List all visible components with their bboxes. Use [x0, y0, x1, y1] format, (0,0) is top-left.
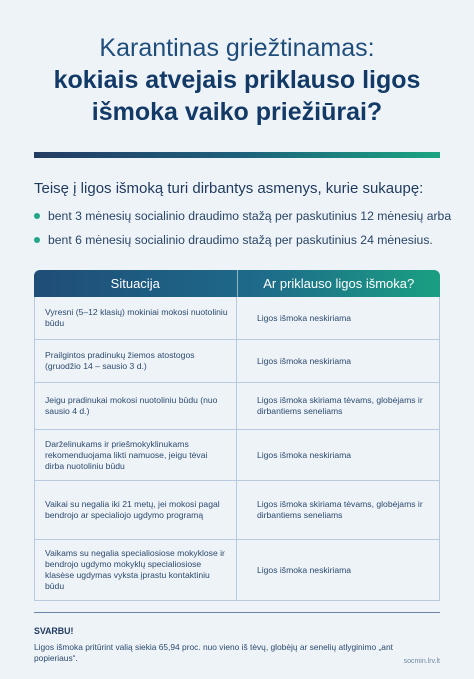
situation-cell: Darželinukams ir priešmokyklinukams rekomenduojama likti namuose, jeigu tėvai dirba nuotoliniu būdu: [35, 430, 237, 480]
title-line-1: Karantinas griežtinamas:: [99, 34, 375, 62]
benefit-cell: Ligos išmoka neskiriama: [256, 564, 352, 575]
title-line-2: kokiais atvejais priklauso ligos: [53, 66, 421, 94]
situation-cell: Vaikai su negalia iki 21 metų, jei mokosi pagal bendrojo ar specialiojo ugdymo programą: [35, 481, 237, 539]
situation-cell: Vyresni (5–12 klasių) mokiniai mokosi nuotoliniu būdu: [35, 297, 237, 339]
bullet-dot-icon: [34, 213, 40, 219]
table-row: [35, 339, 439, 382]
list-item-text: bent 3 mėnesių socialinio draudimo stažą per paskutinius 12 mėnesių arba: [48, 209, 452, 223]
situation-table: [34, 270, 440, 601]
benefit-cell: Ligos išmoka neskiriama: [256, 355, 352, 366]
table-header: [34, 270, 440, 297]
list-item-text: bent 6 mėnesių socialinio draudimo stažą per paskutinius 24 mėnesius.: [48, 233, 433, 247]
list-item: [34, 232, 454, 248]
source-label: socmin.lrv.lt: [403, 658, 440, 665]
requirements-list: [34, 208, 454, 256]
table-row: [35, 480, 439, 539]
bullet-dot-icon: [34, 237, 40, 243]
table-row: [35, 539, 439, 600]
gradient-divider: [34, 152, 440, 158]
situation-cell: Prailgintos pradinukų žiemos atostogos (gruodžio 14 – sausio 3 d.): [35, 340, 237, 382]
table-row: [35, 297, 439, 339]
intro-text: Teisę į ligos išmoką turi dirbantys asmenys, kurie sukaupę:: [34, 180, 424, 197]
note-divider: [34, 612, 440, 613]
note-text: Ligos išmoka pritūrint valią siekia 65,94 proc. nuo vieno iš tėvų, globėjų ar senelių atlyginimo „ant popieriaus“.: [34, 642, 393, 663]
benefit-cell: Ligos išmoka neskiriama: [256, 449, 352, 460]
benefit-cell: Ligos išmoka skiriama tėvams, globėjams ir dirbantiems seneliams: [256, 395, 423, 416]
column-header-situation: Situacija: [34, 270, 238, 297]
table-row: [35, 429, 439, 480]
title-line-3: išmoka vaiko priežiūrai?: [91, 98, 383, 126]
situation-cell: Vaikams su negalia specialiosiose mokyklose ir bendrojo ugdymo mokyklų specialiosiose klasėse ugdymas vyksta įprastu kontaktiniu būdu: [35, 540, 237, 600]
page-title: [0, 32, 474, 128]
table-row: [35, 382, 439, 429]
note-title: SVARBU!: [34, 626, 74, 636]
situation-cell: Jeigu pradinukai mokosi nuotoliniu būdu (nuo sausio 4 d.): [35, 383, 237, 429]
benefit-cell: Ligos išmoka skiriama tėvams, globėjams ir dirbantiems seneliams: [256, 499, 423, 520]
benefit-cell: Ligos išmoka neskiriama: [256, 312, 352, 323]
column-header-benefit: Ar priklauso ligos išmoka?: [263, 276, 415, 291]
table-body: [34, 297, 440, 601]
list-item: [34, 208, 454, 224]
